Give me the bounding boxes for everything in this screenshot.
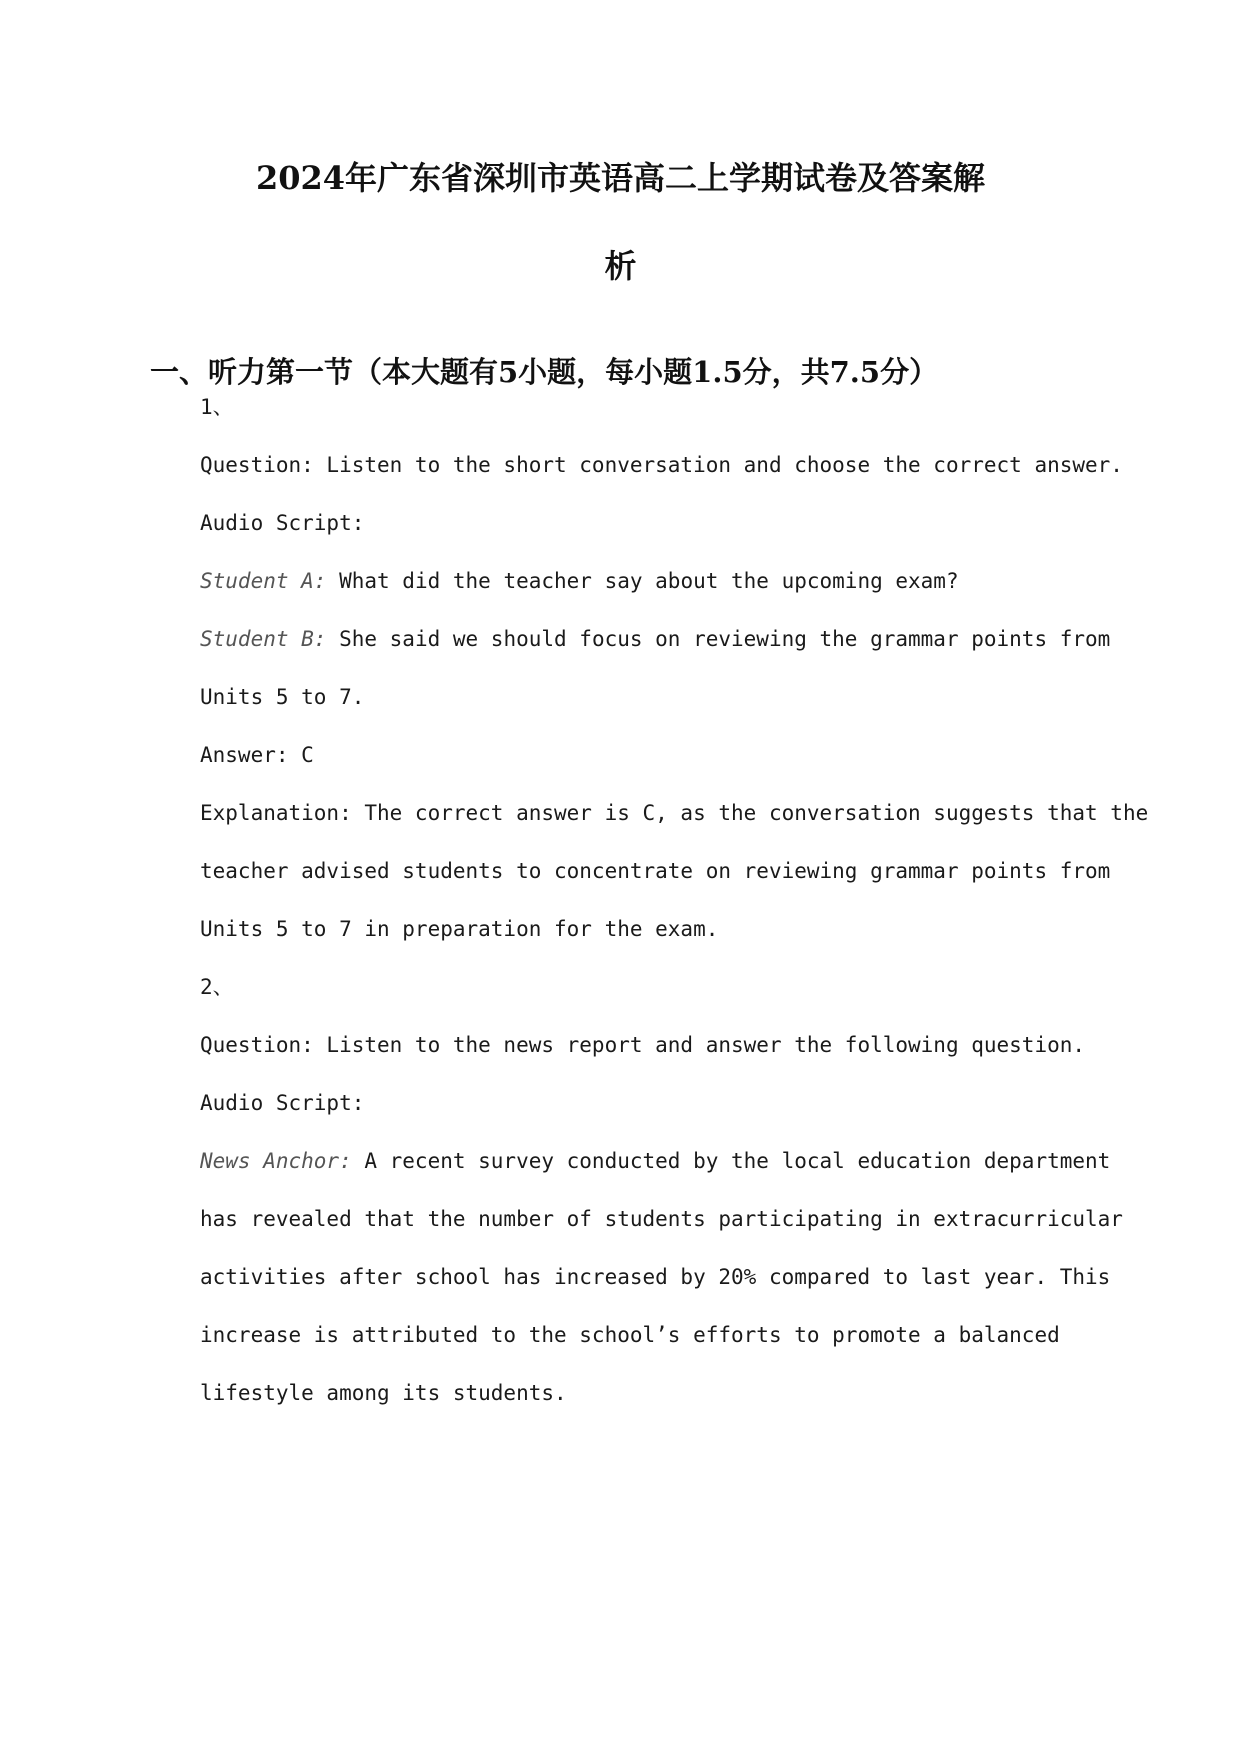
question-2-script-continuation-1: has revealed that the number of students participating in extracurricular bbox=[200, 1207, 1123, 1231]
question-1-explanation-line-2: teacher advised students to concentrate on reviewing grammar points from bbox=[200, 859, 1111, 883]
question-2-number: 2、 bbox=[200, 975, 234, 999]
question-1-prompt: Question: Listen to the short conversation and choose the correct answer. bbox=[200, 453, 1123, 477]
question-1-explanation-line-1: Explanation: The correct answer is C, as the conversation suggests that the bbox=[200, 801, 1149, 825]
document-title-line-1: 2024年广东省深圳市英语高二上学期试卷及答案解 bbox=[255, 159, 986, 197]
question-2-script-continuation-3: increase is attributed to the school’s efforts to promote a balanced bbox=[200, 1323, 1060, 1347]
question-1-script-line-1 bbox=[200, 566, 1100, 596]
question-2-script-continuation-2: activities after school has increased by 20% compared to last year. This bbox=[200, 1265, 1111, 1289]
question-1-script-line-2 bbox=[200, 624, 1111, 654]
question-2-prompt: Question: Listen to the news report and answer the following question. bbox=[200, 1033, 1086, 1057]
question-1-explanation-line-3: Units 5 to 7 in preparation for the exam. bbox=[200, 917, 719, 941]
script-text: A recent survey conducted by the local education department bbox=[351, 1149, 1111, 1173]
speaker-label: Student A: bbox=[200, 569, 327, 593]
speaker-label: Student B: bbox=[200, 627, 327, 651]
section-heading: 一、听力第一节（本大题有5小题，每小题1.5分，共7.5分） bbox=[150, 355, 939, 389]
question-1-audio-label: Audio Script: bbox=[200, 511, 365, 535]
script-text: What did the teacher say about the upcoming exam? bbox=[326, 569, 959, 593]
question-2-script-line-1 bbox=[200, 1146, 1111, 1176]
script-text: She said we should focus on reviewing the grammar points from bbox=[326, 627, 1111, 651]
speaker-label: News Anchor: bbox=[200, 1149, 352, 1173]
question-1-number: 1、 bbox=[200, 395, 234, 419]
question-2-script-continuation-4: lifestyle among its students. bbox=[200, 1381, 567, 1405]
question-2-audio-label: Audio Script: bbox=[200, 1091, 365, 1115]
document-title-line-2: 析 bbox=[604, 247, 637, 285]
question-1-answer: Answer: C bbox=[200, 743, 314, 767]
question-1-script-continuation: Units 5 to 7. bbox=[200, 685, 365, 709]
